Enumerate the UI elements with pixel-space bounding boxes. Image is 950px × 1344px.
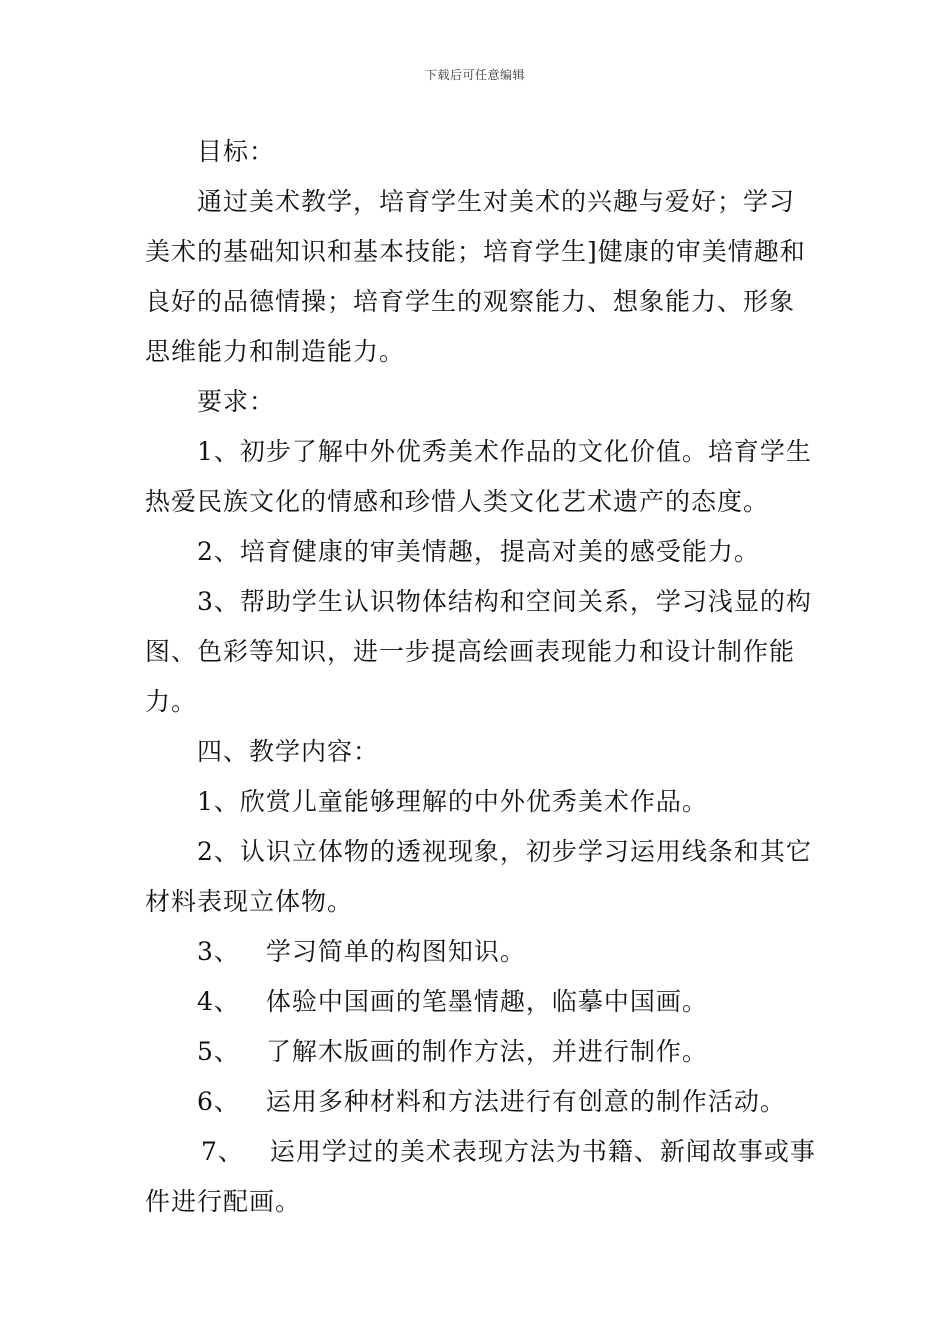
paragraph-line: 图、色彩等知识，进一步提高绘画表现能力和设计制作能	[145, 637, 796, 666]
list-item-text: 学习简单的构图知识。	[265, 937, 526, 966]
paragraph-line: 材料表现立体物。	[145, 887, 354, 916]
paragraph-line: 件进行配画。	[145, 1187, 302, 1216]
list-item	[145, 977, 815, 1027]
list-item-text: 运用学过的美术表现方法为书籍、新闻故事或事	[269, 1137, 816, 1166]
heading-goals: 目标：	[197, 137, 276, 166]
list-item	[145, 1077, 815, 1127]
heading-requirements: 要求：	[197, 387, 276, 416]
list-item	[145, 927, 815, 977]
heading-teaching-content: 四、教学内容：	[197, 737, 380, 766]
document-body	[145, 127, 815, 1227]
paragraph-line: 2、培育健康的审美情趣，提高对美的感受能力。	[197, 537, 760, 566]
list-item-number: 7、	[201, 1137, 244, 1166]
paragraph-line: 热爱民族文化的情感和珍惜人类文化艺术遗产的态度。	[145, 487, 770, 516]
paragraph-line: 良好的品德情操；培育学生的观察能力、想象能力、形象	[145, 287, 796, 316]
paragraph-line: 力。	[145, 687, 198, 716]
list-item-number: 3、	[197, 937, 240, 966]
list-item	[145, 1127, 815, 1177]
page-header: 下载后可任意编辑	[424, 68, 525, 82]
list-item-text: 运用多种材料和方法进行有创意的制作活动。	[265, 1087, 786, 1116]
paragraph-line: 美术的基础知识和基本技能；培育学生]健康的审美情趣和	[145, 237, 806, 266]
paragraph-line: 3、帮助学生认识物体结构和空间关系，学习浅显的构	[197, 587, 812, 616]
list-item-number: 6、	[197, 1087, 240, 1116]
list-item	[145, 1027, 815, 1077]
list-item-number: 5、	[197, 1037, 240, 1066]
paragraph-line: 思维能力和制造能力。	[145, 337, 406, 366]
list-item-text: 体验中国画的笔墨情趣，临摹中国画。	[265, 987, 708, 1016]
paragraph-line: 2、认识立体物的透视现象，初步学习运用线条和其它	[197, 837, 812, 866]
paragraph-line: 1、欣赏儿童能够理解的中外优秀美术作品。	[197, 787, 708, 816]
list-item-text: 了解木版画的制作方法，并进行制作。	[265, 1037, 708, 1066]
list-item-number: 4、	[197, 987, 240, 1016]
paragraph-line: 1、初步了解中外优秀美术作品的文化价值。培育学生	[197, 437, 812, 466]
paragraph-line: 通过美术教学，培育学生对美术的兴趣与爱好；学习	[197, 187, 796, 216]
